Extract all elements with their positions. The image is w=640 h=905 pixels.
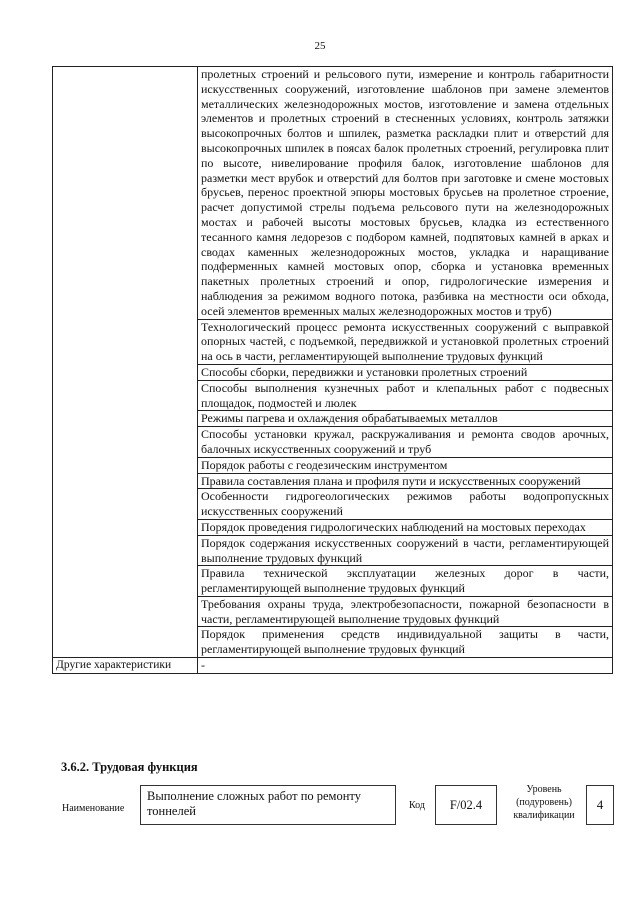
table-cell-right: Правила составления плана и профиля пути и искусственных сооружений	[198, 473, 613, 489]
table-cell-right: Способы установки кружал, раскружаливания и ремонта сводов арочных, балочных искусственных сооружений и труб	[198, 427, 613, 458]
table-cell-right: Технологический процесс ремонта искусственных сооружений с выправкой опорных частей, с подъемкой, передвижкой и установкой пролетных строений на ось в части, регламентирующей выполнение трудовых функций	[198, 319, 613, 364]
table-cell-right: пролетных строений и рельсового пути, измерение и контроль габаритности искусственных сооружений, изготовление шаблонов при замене элементов металлических железнодорожных мостов, изготовление и замена отдельных элементов и пролетных строений в стесненных условиях, контроль затяжки высокопрочных болтов и шпилек, разметка раскладки плит и отверстий для высокопрочных шпилек в поясах балок пролетных строений, регулировка плит по высоте, нивелирование профиля балок, изготовление шаблонов для разметки мест врубок и отверстий для болтов при заготовке и смене мостовых брусьев, перенос проектной эпюры мостовых брусьев на пролетное строение, расчет допустимой стрелы подъема рельсового пути на железнодорожных мостах и рабочей высоты мостовых брусьев, кладка из естественного тесанного камня ледорезов с подбором камней, подпятовых камней в арках и сводах каменных железнодорожных мостов, укладка и наращивание подферменных камней мостовых опор, сборка и установка временных пакетных пролетных строений и опор, гидрологические измерения и наблюдения за режимом водного потока, разбивка на местности оси обхода, осей элементов временных малых железнодорожных мостов и труб)	[198, 67, 613, 320]
table-cell-left	[53, 67, 198, 658]
code-label: Код	[409, 800, 425, 811]
table-cell-right: Порядок применения средств индивидуальной защиты в части, регламентирующей выполнение трудовых функций	[198, 627, 613, 658]
name-label: Наименование	[62, 803, 125, 814]
labor-function-row	[0, 783, 640, 843]
qualification-level-label: Уровень (подуровень) квалификации	[513, 784, 575, 821]
code-value-box: F/02.4	[435, 785, 497, 825]
table-cell-right: Способы выполнения кузнечных работ и клепальных работ с подвесных площадок, подмостей и люлек	[198, 380, 613, 411]
table-cell-right: Способы сборки, передвижки и установки пролетных строений	[198, 364, 613, 380]
other-characteristics-label: Другие характеристики	[53, 658, 198, 674]
table-cell-right: Порядок работы с геодезическим инструментом	[198, 457, 613, 473]
requirements-table	[52, 66, 613, 674]
table-cell-right: Режимы пагрева и охлаждения обрабатываемых металлов	[198, 411, 613, 427]
table-row	[53, 658, 613, 674]
table-cell-right: Порядок проведения гидрологических наблюдений на мостовых переходах	[198, 519, 613, 535]
table-row	[53, 67, 613, 320]
page-number: 25	[314, 40, 326, 52]
section-heading: 3.6.2. Трудовая функция	[61, 760, 198, 774]
qualification-level-box: 4	[586, 785, 614, 825]
table-cell-right: Требования охраны труда, электробезопасности, пожарной безопасности в части, регламентирующей выполнение трудовых функций	[198, 596, 613, 627]
name-value-box: Выполнение сложных работ по ремонту тоннелей	[140, 785, 396, 825]
table-cell-right: Порядок содержания искусственных сооружений в части, регламентирующей выполнение трудовых функций	[198, 535, 613, 566]
table-cell-right: Особенности гидрогеологических режимов работы водопропускных искусственных сооружений	[198, 489, 613, 520]
table-cell-right: Правила технической эксплуатации железных дорог в части, регламентирующей выполнение трудовых функций	[198, 566, 613, 597]
other-characteristics-value: -	[198, 658, 613, 674]
